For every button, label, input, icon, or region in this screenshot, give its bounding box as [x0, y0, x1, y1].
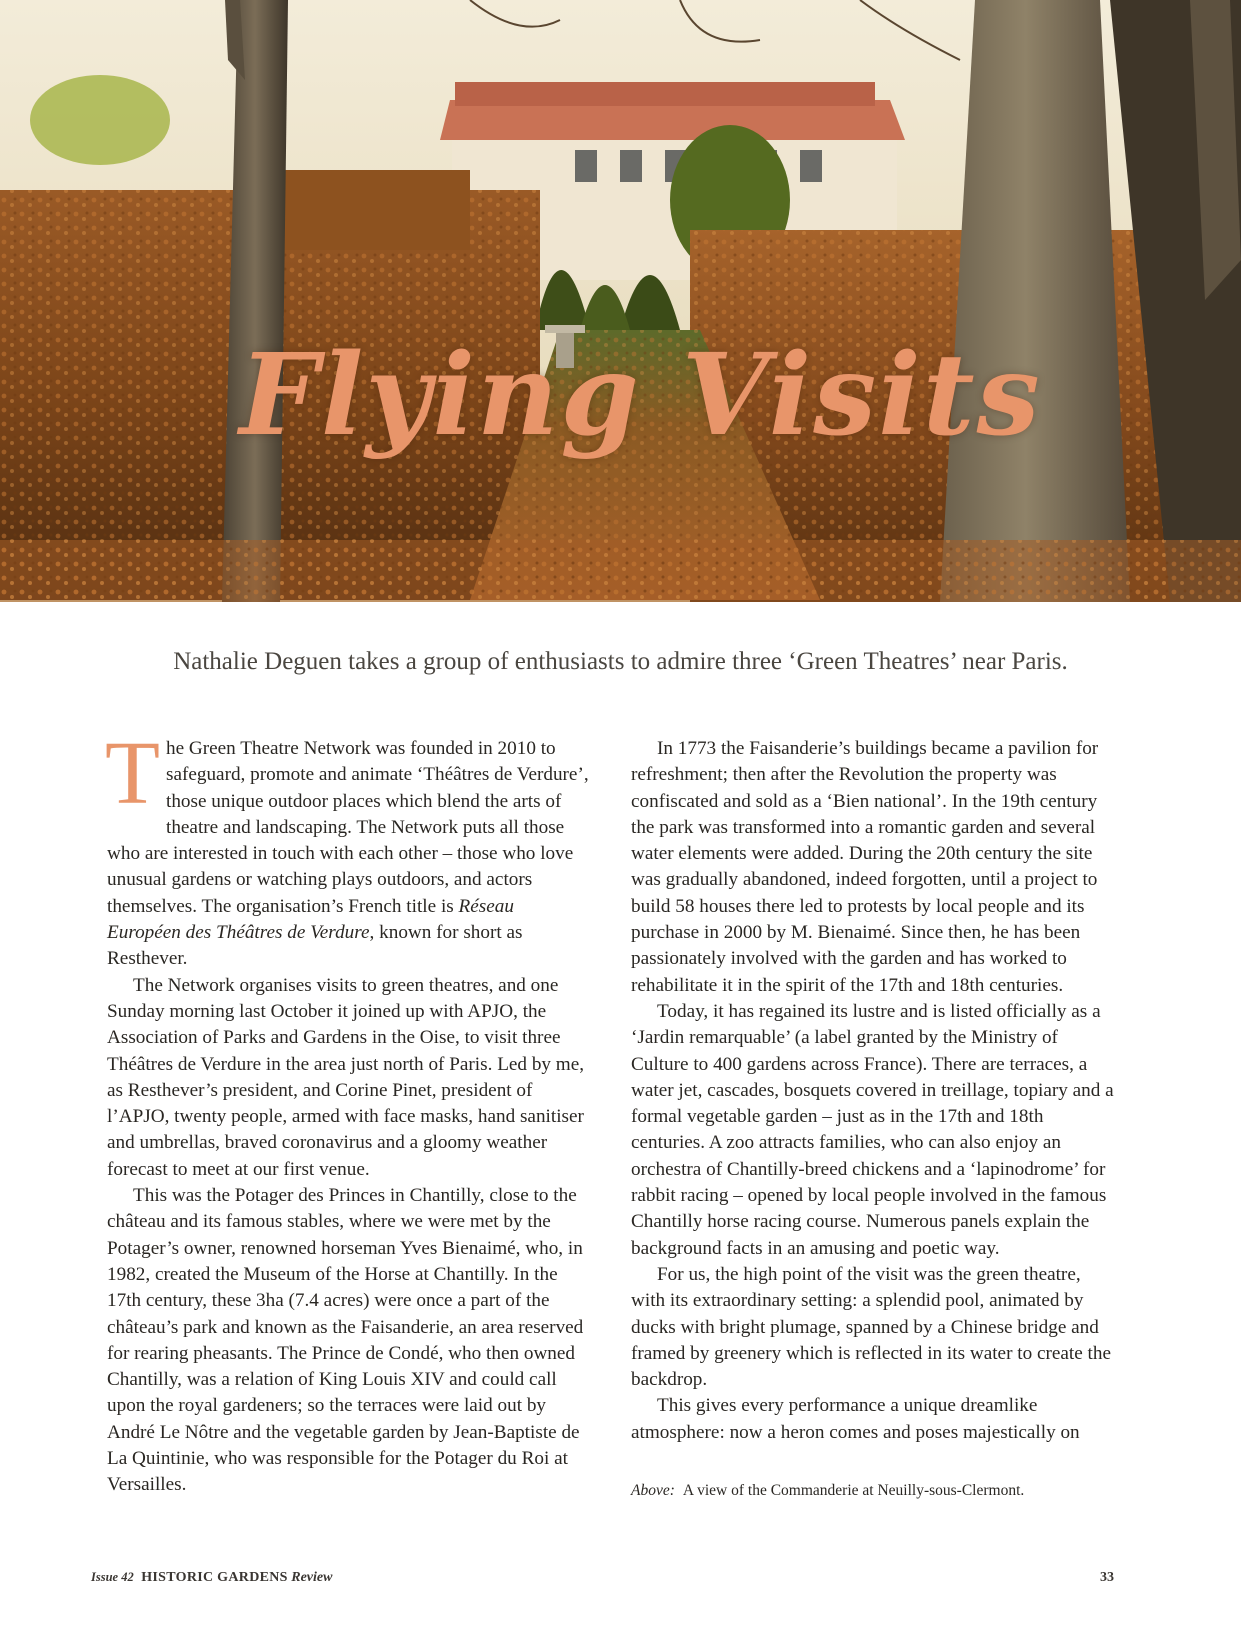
- paragraph-text: he Green Theatre Network was founded in 2010 to safeguard, promote and animate ‘Théâtres de Verdure’, those unique outdoor places which blend the arts of theatre and landscaping. The Network puts all those who are interested in touch with each other – those who love unusual gardens or watching plays outdoors, and actors themselves. The organisation’s French title is: [107, 738, 589, 917]
- paragraph-text: , known for short as Resthever.: [107, 922, 523, 970]
- article-column-right: [631, 736, 1115, 1446]
- magazine-review: Review: [291, 1570, 333, 1585]
- caption-text: A view of the Commanderie at Neuilly-sous-Clermont.: [682, 1482, 1025, 1499]
- article-paragraph: The Network organises visits to green theatres, and one Sunday morning last October it joined up with APJO, the Association of Parks and Gardens in the Oise, to visit three Théâtres de Verdure in the area just north of Paris. Led by me, as Resthever’s president, and Corine Pinet, president of l’APJO, twenty people, armed with face masks, hand sanitiser and umbrellas, braved coronavirus and a gloomy weather forecast to meet at our first venue.: [107, 974, 585, 1180]
- article-paragraph: [105, 724, 591, 973]
- issue-number: Issue 42: [91, 1570, 134, 1584]
- italic-term: Réseau Européen des Théâtres de Verdure: [107, 895, 514, 944]
- garden-photo-icon: [0, 0, 1241, 602]
- running-footer: [91, 1570, 332, 1586]
- article-title: Flying Visits: [239, 330, 1042, 461]
- article-paragraph: For us, the high point of the visit was the green theatre, with its extraordinary setting: a splendid pool, animated by ducks with bright plumage, spanned by a Chinese bridge and framed by greenery which is reflected in its water to create the backdrop.: [631, 1263, 1111, 1391]
- article-paragraph: In 1773 the Faisanderie’s buildings became a pavilion for refreshment; then after the Revolution the property was confiscated and sold as a ‘Bien national’. In the 19th century the park was transformed into a romantic garden and several water elements were added. During the 20th century the site was gradually abandoned, indeed forgotten, until a project to build 58 houses there led to protests by local people and its purchase in 2000 by M. Bienaimé. Since then, he has been passionately involved with the garden and has worked to rehabilitate it in the spirit of the 17th and 18th centuries.: [631, 738, 1099, 996]
- hero-photo: [0, 0, 1241, 602]
- caption-label: Above:: [631, 1482, 675, 1499]
- article-paragraph: Today, it has regained its lustre and is listed officially as a ‘Jardin remarquable’ (a label granted by the Ministry of Culture to 400 gardens across France). There are terraces, a water jet, cascades, bosquets covered in treillage, topiary and a formal vegetable garden – just as in the 17th and 18th centuries. A zoo attracts families, who can also enjoy an orchestra of Chantilly-breed chickens and a ‘lapinodrome’ for rabbit racing – opened by local people involved in the famous Chantilly horse racing course. Numerous panels explain the background facts in an amusing and poetic way.: [631, 1000, 1114, 1259]
- page-number: 33: [1100, 1570, 1114, 1585]
- article-column-left: [105, 724, 591, 1499]
- photo-caption: [631, 1482, 1024, 1500]
- drop-cap: T: [105, 724, 160, 823]
- magazine-name: HISTORIC GARDENS: [141, 1570, 288, 1585]
- article-paragraph: This was the Potager des Princes in Chantilly, close to the château and its famous stables, where we were met by the Potager’s owner, renowned horseman Yves Bienaimé, who, in 1982, created the Museum of the Horse at Chantilly. In the 17th century, these 3ha (7.4 acres) were once a part of the château’s park and known as the Faisanderie, an area reserved for rearing pheasants. The Prince de Condé, who then owned Chantilly, was a relation of King Louis XIV and could call upon the royal gardeners; so the terraces were laid out by André Le Nôtre and the vegetable garden by Jean-Baptiste de La Quintinie, who was responsible for the Potager du Roi at Versailles.: [107, 1185, 584, 1496]
- standfirst: Nathalie Deguen takes a group of enthusiasts to admire three ‘Green Theatres’ near Paris.: [173, 648, 1068, 675]
- article-paragraph: This gives every performance a unique dreamlike atmosphere: now a heron comes and poses majestically on: [631, 1395, 1080, 1443]
